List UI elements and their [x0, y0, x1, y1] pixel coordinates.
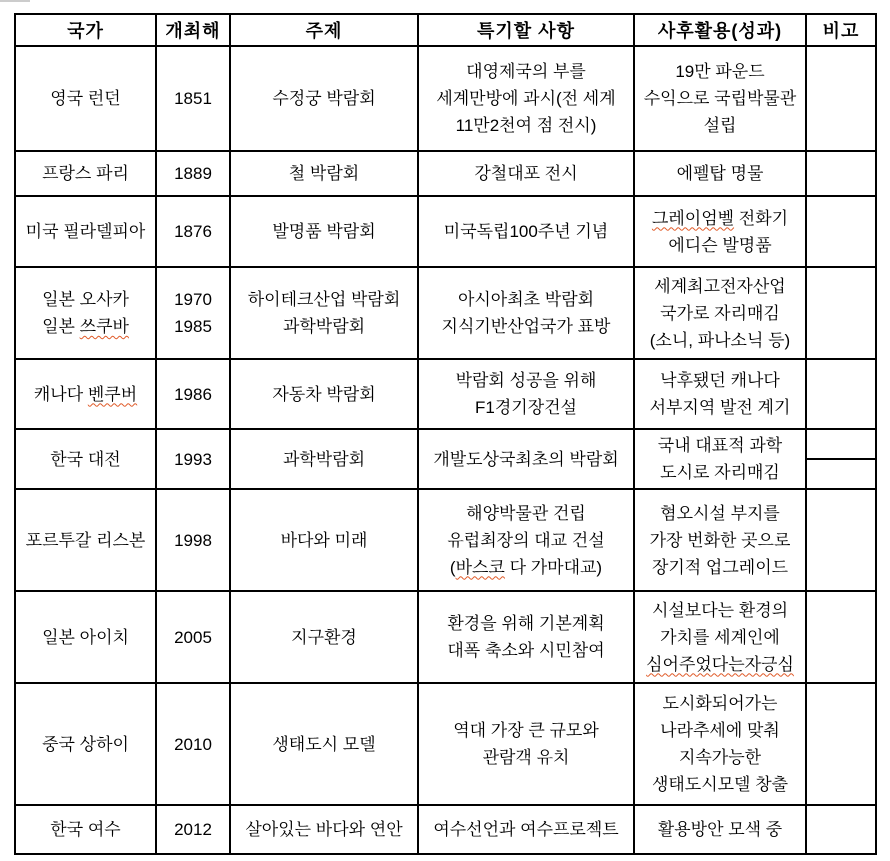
table-body: [15, 46, 876, 854]
text-segment: 수정궁 박람회: [272, 89, 376, 108]
column-header-outcome: 사후활용(성과): [634, 14, 806, 46]
text-line: [637, 624, 803, 651]
cell-country: [15, 429, 156, 489]
column-header-year: 개최해: [156, 14, 230, 46]
cell-remark: [806, 429, 876, 489]
table-row: [15, 267, 876, 359]
text-line: [421, 286, 631, 313]
text-segment: 프랑스 파리: [42, 164, 129, 183]
text-segment: 지식기반산업국가 표방: [441, 317, 611, 336]
text-line: [637, 500, 803, 527]
remark-subcell: [807, 458, 875, 460]
text-line: [637, 690, 803, 717]
text-line: [18, 85, 153, 112]
cell-remark: [806, 489, 876, 591]
text-line: [233, 160, 415, 187]
cell-theme: [230, 267, 418, 359]
page-edge-line: [0, 0, 30, 2]
cell-theme: [230, 683, 418, 805]
cell-outcome: [634, 591, 806, 683]
text-segment: 세계최고전자산업: [654, 276, 786, 296]
cell-outcome: [634, 151, 806, 196]
text-segment: 생태도시모델 창출: [651, 775, 789, 794]
text-segment: 도시로 자리매김: [660, 463, 780, 482]
text-line: [421, 160, 631, 187]
text-segment: 살아있는 바다와 연안: [245, 820, 403, 839]
cell-notable: [418, 151, 634, 196]
text-segment: 한국 여수: [50, 820, 121, 839]
text-line: [637, 554, 803, 581]
text-segment: 2010: [174, 734, 212, 754]
text-segment: 11만2천여 점 전시): [455, 116, 597, 135]
text-segment: 지구환경: [291, 627, 357, 647]
cell-remark: [806, 683, 876, 805]
text-segment: 가치를 세계인에: [660, 627, 780, 647]
cell-theme: [230, 359, 418, 429]
text-line: [637, 58, 803, 85]
text-segment: 국가로 자리매김: [660, 303, 780, 323]
cell-year: [156, 359, 230, 429]
text-line: [159, 85, 227, 112]
text-line: [421, 394, 631, 421]
text-segment: 에펠탑 명물: [676, 164, 764, 183]
cell-notable: [418, 46, 634, 151]
text-segment: 영국 런던: [50, 89, 121, 108]
text-segment: 1876: [174, 222, 212, 241]
text-segment: 일본 아이치: [42, 627, 129, 647]
cell-year: [156, 683, 230, 805]
text-line: [159, 446, 227, 473]
text-line: [421, 313, 631, 340]
text-segment: 1993: [174, 449, 212, 469]
text-segment: (: [449, 557, 456, 577]
text-line: [637, 273, 803, 300]
text-line: [637, 327, 803, 354]
text-line: [159, 527, 227, 554]
text-segment: 서부지역 발전 계기: [649, 398, 791, 417]
text-segment: 혐오시설 부지를: [660, 503, 780, 523]
text-line: [18, 313, 153, 340]
text-segment: 세계만방에 과시(전 세계: [436, 89, 616, 108]
cell-theme: [230, 489, 418, 591]
text-segment: 낙후됐던 캐나다: [660, 371, 780, 390]
text-line: [421, 717, 631, 744]
cell-outcome: [634, 46, 806, 151]
cell-outcome: [634, 196, 806, 267]
text-segment: 강철대포 전시: [474, 164, 578, 183]
text-segment: 대영제국의 부를: [466, 62, 586, 81]
table-row: [15, 805, 876, 854]
text-line: [18, 218, 153, 245]
text-segment: 유럽최장의 대교 건설: [447, 530, 605, 550]
cell-outcome: [634, 805, 806, 854]
text-segment: 2005: [174, 627, 212, 647]
text-line: [18, 731, 153, 758]
text-segment: 1851: [174, 89, 212, 108]
text-segment: 자동차 박람회: [272, 384, 376, 404]
cell-notable: [418, 683, 634, 805]
table-row: [15, 151, 876, 196]
table-row: [15, 46, 876, 151]
text-line: [18, 446, 153, 473]
cell-remark: [806, 196, 876, 267]
text-line: [637, 232, 803, 259]
text-line: [637, 459, 803, 486]
cell-remark: [806, 151, 876, 196]
text-line: [637, 300, 803, 327]
text-segment: 시설보다는 환경의: [651, 600, 789, 620]
text-segment: 포르투갈 리스본: [25, 530, 146, 550]
text-segment: 장기적 업그레이드: [651, 557, 789, 577]
text-line: [637, 717, 803, 744]
text-line: [421, 367, 631, 394]
text-segment: 하이테크산업 박람회: [247, 290, 401, 309]
table-row: [15, 196, 876, 267]
text-segment: 국내 대표적 과학: [657, 436, 783, 455]
cell-country: [15, 151, 156, 196]
text-line: [159, 286, 227, 313]
text-line: [637, 432, 803, 459]
column-header-country: 국가: [15, 14, 156, 46]
text-segment: 캐나다: [33, 384, 88, 404]
text-segment: 일본: [42, 317, 80, 336]
text-line: [18, 286, 153, 313]
text-line: [637, 367, 803, 394]
table-row: [15, 683, 876, 805]
cell-year: [156, 267, 230, 359]
text-line: [233, 85, 415, 112]
text-line: [637, 597, 803, 624]
cell-country: [15, 489, 156, 591]
text-line: [637, 112, 803, 139]
text-segment: 아시아최초 박람회: [457, 290, 595, 309]
text-line: [18, 624, 153, 651]
text-line: [18, 816, 153, 843]
misspelled-word: 쓰쿠바: [79, 317, 129, 336]
cell-notable: [418, 591, 634, 683]
text-segment: 나라추세에 맞춰: [660, 721, 780, 740]
table-row: [15, 429, 876, 489]
text-segment: F1경기장건설: [475, 398, 577, 417]
text-segment: 관람객 유치: [482, 748, 570, 767]
text-line: [159, 160, 227, 187]
text-segment: 환경을 위해 기본계획: [447, 614, 605, 633]
text-line: [18, 527, 153, 554]
misspelled-word: 바스코: [455, 557, 505, 577]
text-line: [159, 218, 227, 245]
text-line: [233, 286, 415, 313]
cell-country: [15, 359, 156, 429]
column-header-remark: 비고: [806, 14, 876, 46]
cell-year: [156, 591, 230, 683]
cell-year: [156, 489, 230, 591]
text-segment: 미국독립100주년 기념: [443, 222, 609, 241]
text-line: [421, 446, 631, 473]
text-line: [421, 500, 631, 527]
text-line: [233, 313, 415, 340]
text-segment: 1889: [174, 164, 212, 183]
cell-outcome: [634, 683, 806, 805]
cell-theme: [230, 196, 418, 267]
cell-year: [156, 151, 230, 196]
text-line: [637, 394, 803, 421]
cell-year: [156, 46, 230, 151]
cell-theme: [230, 46, 418, 151]
text-segment: 과학박람회: [282, 317, 366, 336]
text-segment: 발명품 박람회: [272, 222, 376, 241]
text-segment: 대폭 축소와 시민참여: [447, 641, 605, 660]
text-line: [421, 527, 631, 554]
column-header-theme: 주제: [230, 14, 418, 46]
cell-outcome: [634, 359, 806, 429]
text-line: [637, 527, 803, 554]
cell-remark: [806, 359, 876, 429]
cell-remark: [806, 46, 876, 151]
text-line: [159, 816, 227, 843]
text-segment: 바다와 미래: [280, 530, 368, 550]
text-segment: 한국 대전: [50, 449, 121, 469]
text-segment: (소니, 파나소닉 등): [649, 330, 791, 350]
cell-outcome: [634, 489, 806, 591]
cell-theme: [230, 591, 418, 683]
text-line: [637, 816, 803, 843]
text-line: [421, 637, 631, 664]
cell-remark: [806, 805, 876, 854]
cell-notable: [418, 267, 634, 359]
text-line: [233, 381, 415, 408]
cell-remark: [806, 267, 876, 359]
header-row: [15, 14, 876, 46]
text-line: [637, 744, 803, 771]
text-line: [159, 381, 227, 408]
text-segment: 생태도시 모델: [272, 734, 376, 754]
cell-country: [15, 267, 156, 359]
expo-table: [14, 13, 877, 855]
text-segment: 에디슨 발명품: [668, 235, 772, 255]
text-line: [421, 218, 631, 245]
cell-country: [15, 196, 156, 267]
text-line: [637, 651, 803, 678]
cell-year: [156, 805, 230, 854]
text-segment: 전화기: [734, 208, 789, 228]
text-segment: 도시화되어가는: [662, 694, 778, 713]
text-line: [421, 610, 631, 637]
text-segment: 2012: [174, 820, 212, 839]
text-segment: 철 박람회: [288, 164, 360, 183]
text-segment: 지속가능한: [678, 748, 762, 767]
text-line: [421, 816, 631, 843]
text-segment: 개발도상국최초의 박람회: [433, 449, 619, 469]
text-line: [159, 731, 227, 758]
text-line: [421, 58, 631, 85]
text-line: [637, 205, 803, 232]
text-segment: 여수선언과 여수프로젝트: [433, 820, 619, 839]
text-segment: 다 가마대교): [504, 557, 603, 577]
text-segment: 수익으로 국립박물관: [643, 89, 797, 108]
text-line: [159, 313, 227, 340]
cell-year: [156, 429, 230, 489]
cell-notable: [418, 359, 634, 429]
text-segment: 미국 필라델피아: [25, 222, 146, 241]
table-row: [15, 591, 876, 683]
text-line: [233, 816, 415, 843]
text-line: [421, 112, 631, 139]
text-segment: 1998: [174, 530, 212, 550]
text-line: [159, 624, 227, 651]
text-line: [18, 160, 153, 187]
text-line: [421, 744, 631, 771]
misspelled-word: 그레이엄벨: [651, 208, 735, 228]
text-line: [18, 381, 153, 408]
cell-remark: [806, 591, 876, 683]
text-line: [233, 446, 415, 473]
text-line: [637, 160, 803, 187]
cell-outcome: [634, 429, 806, 489]
text-segment: 박람회 성공을 위해: [455, 371, 597, 390]
text-segment: 1986: [174, 384, 212, 404]
cell-theme: [230, 429, 418, 489]
text-segment: 역대 가장 큰 규모와: [453, 721, 599, 740]
column-header-notable: 특기할 사항: [418, 14, 634, 46]
cell-notable: [418, 489, 634, 591]
cell-country: [15, 683, 156, 805]
cell-year: [156, 196, 230, 267]
table-row: [15, 489, 876, 591]
text-line: [637, 85, 803, 112]
text-segment: 일본 오사카: [42, 290, 129, 309]
cell-outcome: [634, 267, 806, 359]
table-row: [15, 359, 876, 429]
text-line: [233, 218, 415, 245]
cell-country: [15, 805, 156, 854]
text-segment: 활용방안 모색 중: [657, 820, 783, 839]
misspelled-word: 벤쿠버: [87, 384, 138, 404]
text-segment: 과학박람회: [282, 449, 366, 469]
text-line: [637, 771, 803, 798]
text-segment: 설립: [703, 116, 737, 135]
text-segment: 해양박물관 건립: [466, 503, 586, 523]
cell-notable: [418, 805, 634, 854]
cell-country: [15, 591, 156, 683]
text-segment: 중국 상하이: [42, 734, 129, 754]
cell-theme: [230, 151, 418, 196]
cell-notable: [418, 196, 634, 267]
misspelled-word: 심어주었다는자긍심: [646, 654, 794, 674]
text-segment: 1970: [174, 290, 212, 309]
cell-notable: [418, 429, 634, 489]
text-line: [233, 624, 415, 651]
text-segment: 19만 파운드: [675, 62, 765, 81]
text-segment: 가장 번화한 곳으로: [649, 530, 791, 550]
text-segment: 1985: [174, 317, 212, 336]
text-line: [233, 731, 415, 758]
text-line: [233, 527, 415, 554]
cell-theme: [230, 805, 418, 854]
text-line: [421, 554, 631, 581]
text-line: [421, 85, 631, 112]
cell-country: [15, 46, 156, 151]
